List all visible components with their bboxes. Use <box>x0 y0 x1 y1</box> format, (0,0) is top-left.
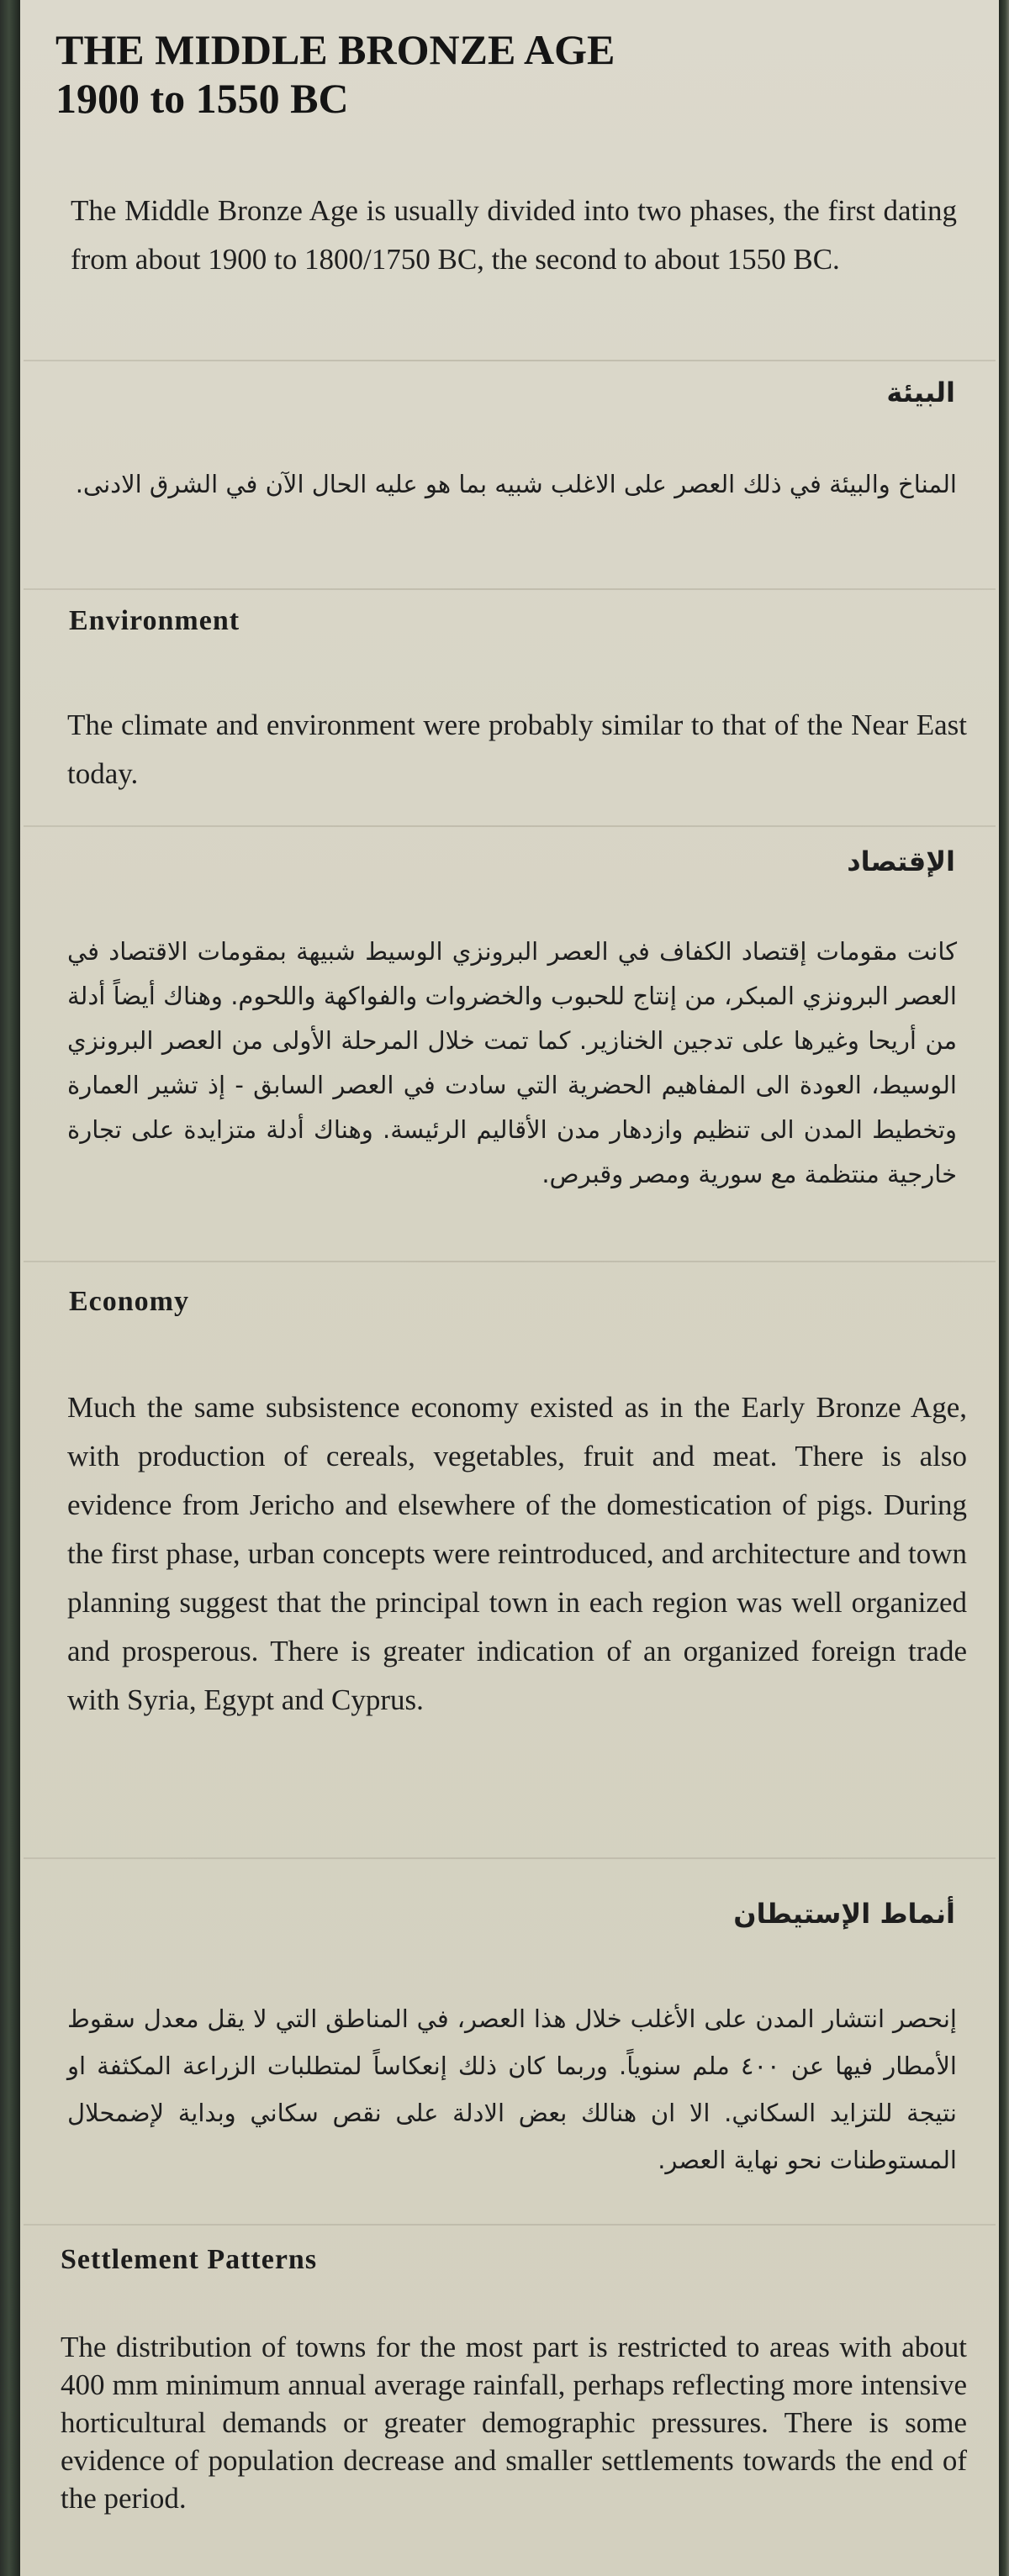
panel-frame-right <box>999 0 1009 2576</box>
section-divider <box>24 1261 996 1262</box>
section-divider <box>24 825 996 827</box>
environment-body-ar: المناخ والبيئة في ذلك العصر على الاغلب شبيه بما هو عليه الحال الآن في الشرق الادنى. <box>75 470 957 498</box>
settlement-heading-en: Settlement Patterns <box>61 2244 318 2275</box>
panel-frame-left <box>0 0 20 2576</box>
economy-heading-en: Economy <box>69 1286 189 1317</box>
page-title <box>55 25 615 123</box>
settlement-body-en: The distribution of towns for the most part is restricted to areas with about 400 mm minimum annual average rainfall, perhaps reflecting more intensive horticultural demands or greater demographic pressures. There is some evidence of population decrease and smaller settlements towards the end of the period. <box>61 2331 967 2515</box>
section-divider <box>24 1857 996 1859</box>
section-divider <box>24 360 996 361</box>
section-divider <box>24 588 996 590</box>
economy-body-en: Much the same subsistence economy existed as in the Early Bronze Age, with production of cereals, vegetables, fruit and meat. There is also evidence from Jericho and elsewhere of the domestication of pigs. During the first phase, urban concepts were reintroduced, and architecture and town planning suggest that the principal town in each region was well organized and prosperous. There is greater indication of an organized foreign trade with Syria, Egypt and Cyprus. <box>67 1391 967 1716</box>
settlement-heading-ar: أنماط الإستيطان <box>733 1898 955 1930</box>
environment-heading-ar: البيئة <box>886 377 955 408</box>
title-line-dates: 1900 to 1550 BC <box>55 75 349 122</box>
settlement-body-ar: إنحصر انتشار المدن على الأغلب خلال هذا العصر، في المناطق التي لا يقل معدل سقوط الأمطار فيها عن ٤٠٠ ملم سنوياً. وربما كان ذلك إنعكاساً لمتطلبات الزراعة المكثفة او نتيجة للتزايد السكاني. الا ان هنالك بعض الادلة على نقص سكاني وبداية لإضمحلال المستوطنات نحو نهاية العصر. <box>67 2004 957 2174</box>
environment-body-en: The climate and environment were probably similar to that of the Near East today. <box>67 709 967 790</box>
economy-heading-ar: الإقتصاد <box>847 845 955 877</box>
intro-paragraph: The Middle Bronze Age is usually divided into two phases, the first dating from about 1900 to 1800/1750 BC, the second to about 1550 BC. <box>71 194 957 276</box>
environment-heading-en: Environment <box>69 605 240 636</box>
economy-body-ar: كانت مقومات إقتصاد الكفاف في العصر البرونزي الوسيط شبيهة بمقومات الاقتصاد في العصر البرونزي المبكر، من إنتاج للحبوب والخضروات والفواكهة واللحوم. وهناك أيضاً أدلة من أريحا وغيرها على تدجين الخنازير. كما تمت خلال المرحلة الأولى من العصر البرونزي الوسيط، العودة الى المفاهيم الحضرية التي سادت في العصر السابق - إذ تشير العمارة وتخطيط المدن الى تنظيم وازدهار مدن الأقاليم الرئيسة. وهناك أدلة متزايدة على تجارة خارجية منتظمة مع سورية ومصر وقبرص. <box>67 937 957 1188</box>
title-line-period: THE MIDDLE BRONZE AGE <box>55 26 615 73</box>
section-divider <box>24 2224 996 2226</box>
